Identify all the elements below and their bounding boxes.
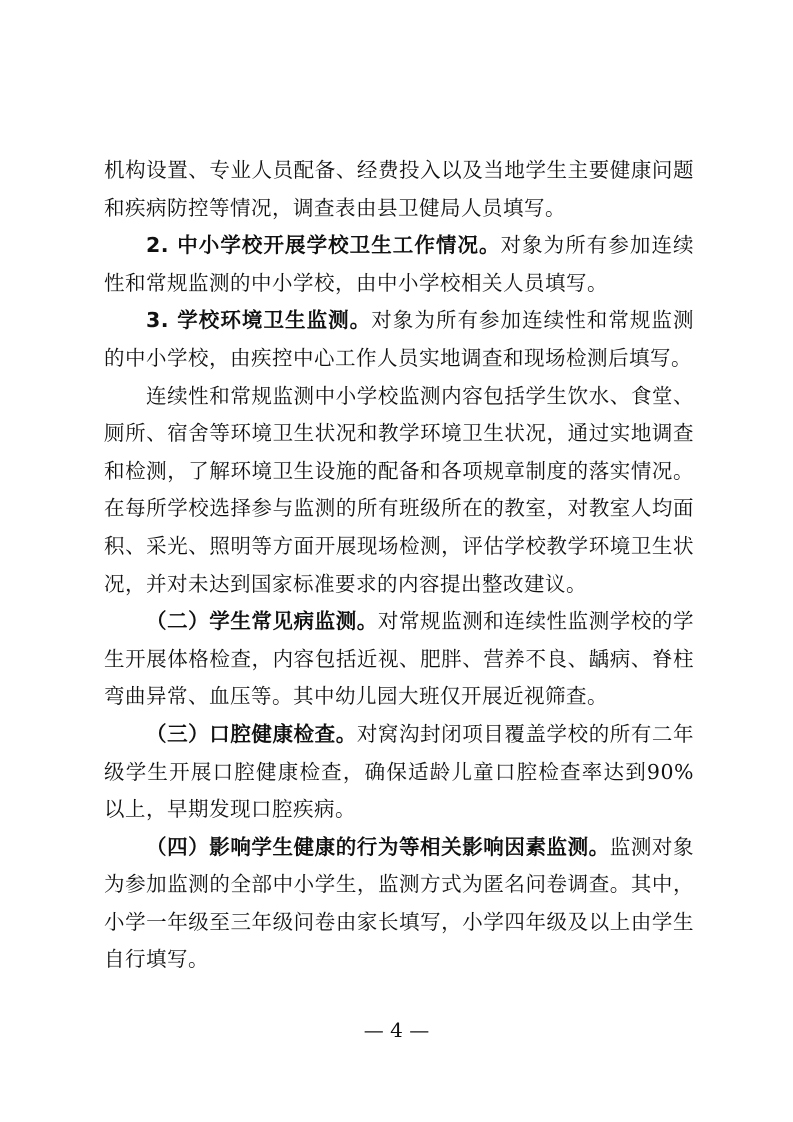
- paragraph-monitoring-content: [104, 378, 694, 604]
- paragraph-text: 对窝沟封闭项目覆盖学校的所有二年级学生开展口腔健康检查，确保适龄儿童口腔检查率达到90%以上，早期发现口腔疾病。: [104, 721, 695, 822]
- paragraph-text: 连续性和常规监测中小学校监测内容包括学生饮水、食堂、厕所、宿舍等环境卫生状况和教学环境卫生状况，通过实地调查和检测，了解环境卫生设施的配备和各项规章制度的落实情况。在每所学校选择参与监测的所有班级所在的教室，对教室人均面积、采光、照明等方面开展现场检测，评估学校教学环境卫生状况，并对未达到国家标准要求的内容提出整改建议。: [104, 383, 694, 596]
- paragraph-continued: [104, 152, 694, 227]
- paragraph-text: 监测对象为参加监测的全部中小学生，监测方式为匿名问卷调查。其中，小学一年级至三年级问卷由家长填写，小学四年级及以上由学生自行填写。: [104, 834, 695, 972]
- paragraph-heading: （三）口腔健康检查。: [146, 721, 357, 746]
- paragraph-heading: （四）影响学生健康的行为等相关影响因素监测。: [146, 834, 610, 859]
- paragraph-oral-health: [104, 716, 694, 829]
- paragraph-text: 对象为所有参加连续性和常规监测的中小学校，由疾控中心工作人员实地调查和现场检测后填写。: [104, 308, 694, 370]
- paragraph-heading: （二）学生常见病监测。: [146, 609, 378, 634]
- page-number: — 4 —: [363, 1018, 430, 1042]
- document-body: [104, 152, 694, 979]
- paragraph-text: 对象为所有参加连续性和常规监测的中小学校，由中小学校相关人员填写。: [104, 233, 694, 295]
- paragraph-common-diseases: [104, 603, 694, 716]
- paragraph-heading: 2. 中小学校开展学校卫生工作情况。: [146, 233, 501, 258]
- paragraph-behavior-factors: [104, 829, 694, 979]
- paragraph-text: 对常规监测和连续性监测学校的学生开展体格检查，内容包括近视、肥胖、营养不良、龋病、脊柱弯曲异常、血压等。其中幼儿园大班仅开展近视筛查。: [104, 609, 695, 709]
- paragraph-text: 机构设置、专业人员配备、经费投入以及当地学生主要健康问题和疾病防控等情况，调查表由县卫健局人员填写。: [104, 158, 694, 220]
- paragraph-school-environment: [104, 302, 694, 377]
- paragraph-heading: 3. 学校环境卫生监测。: [146, 308, 372, 333]
- paragraph-school-health-work: [104, 227, 694, 302]
